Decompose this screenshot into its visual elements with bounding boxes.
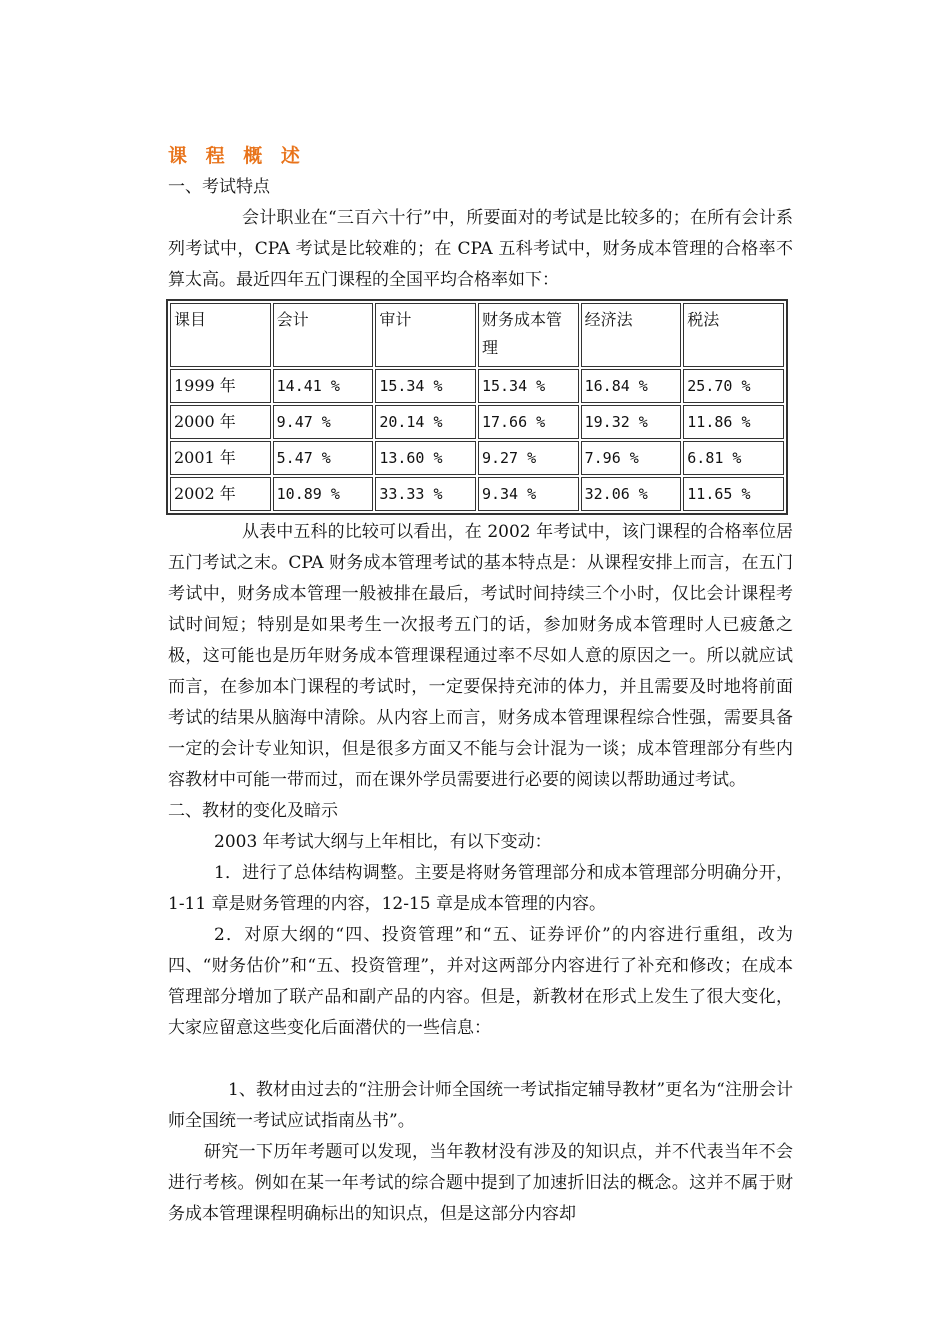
section-heading-textbook-changes: 二、教材的变化及暗示 (168, 801, 338, 821)
table-header-cell: 会计 (273, 303, 374, 367)
pass-rate-table (166, 299, 788, 515)
table-header-cell: 税法 (683, 303, 784, 367)
table-header-cell: 审计 (375, 303, 476, 367)
table-row (170, 405, 784, 439)
table-header-cell: 经济法 (581, 303, 682, 367)
table-rate-cell: 20.14 % (375, 405, 476, 439)
syllabus-lead: 2003 年考试大纲与上年相比，有以下变动： (214, 832, 552, 852)
paragraph-spacer (168, 1044, 793, 1075)
table-rate-cell: 9.27 % (478, 441, 579, 475)
table-rate-cell: 13.60 % (375, 441, 476, 475)
table-rate-cell: 9.47 % (273, 405, 374, 439)
table-rate-cell: 10.89 % (273, 477, 374, 511)
table-row (170, 369, 784, 403)
section-heading-exam-features: 一、考试特点 (168, 177, 270, 197)
change-item-1: 1．进行了总体结构调整。主要是将财务管理部分和成本管理部分明确分开，1-11 章是财务管理的内容，12-15 章是成本管理的内容。 (168, 863, 793, 914)
table-year-cell: 2001 年 (170, 441, 271, 475)
table-rate-cell: 15.34 % (478, 369, 579, 403)
table-rate-cell: 7.96 % (581, 441, 682, 475)
table-header-cell: 课目 (170, 303, 271, 367)
page-title: 课 程 概 述 (168, 145, 306, 167)
table-year-cell: 1999 年 (170, 369, 271, 403)
table-rate-cell: 9.34 % (478, 477, 579, 511)
table-rate-cell: 11.86 % (683, 405, 784, 439)
table-row (170, 441, 784, 475)
table-rate-cell: 25.70 % (683, 369, 784, 403)
table-rate-cell: 33.33 % (375, 477, 476, 511)
table-header-cell: 财务成本管理 (478, 303, 579, 367)
table-rate-cell: 17.66 % (478, 405, 579, 439)
research-paragraph: 研究一下历年考题可以发现，当年教材没有涉及的知识点，并不代表当年不会进行考核。例如在某一年考试的综合题中提到了加速折旧法的概念。这并不属于财务成本管理课程明确标出的知识点，但是这部分内容却 (168, 1142, 793, 1224)
table-rate-cell: 15.34 % (375, 369, 476, 403)
analysis-paragraph: 从表中五科的比较可以看出，在 2002 年考试中，该门课程的合格率位居五门考试之末。CPA 财务成本管理考试的基本特点是：从课程安排上而言，在五门考试中，财务成本管理一般被排在最后，考试时间持续三个小时，仅比会计课程考试时间短；特别是如果考生一次报考五门的话，参加财务成本管理时人已疲惫之极，这可能也是历年财务成本管理课程通过率不尽如人意的原因之一。所以就应试而言，在参加本门课程的考试时，一定要保持充沛的体力，并且需要及时地将前面考试的结果从脑海中清除。从内容上而言，财务成本管理课程综合性强，需要具备一定的会计专业知识，但是很多方面又不能与会计混为一谈；成本管理部分有些内容教材中可能一带而过，而在课外学员需要进行必要的阅读以帮助通过考试。 (168, 522, 793, 790)
document-page (168, 140, 793, 1230)
intro-paragraph: 会计职业在“三百六十行”中，所要面对的考试是比较多的；在所有会计系列考试中，CPA 考试是比较难的；在 CPA 五科考试中，财务成本管理的合格率不算太高。最近四年五门课程的全国平均合格率如下： (168, 208, 793, 290)
table-rate-cell: 32.06 % (581, 477, 682, 511)
table-rate-cell: 5.47 % (273, 441, 374, 475)
table-year-cell: 2000 年 (170, 405, 271, 439)
table-rate-cell: 11.65 % (683, 477, 784, 511)
table-row (170, 477, 784, 511)
table-header-row (170, 303, 784, 367)
textbook-rename-point: 1、教材由过去的“注册会计师全国统一考试指定辅导教材”更名为“注册会计师全国统一考试应试指南丛书”。 (168, 1080, 793, 1131)
table-rate-cell: 6.81 % (683, 441, 784, 475)
table-rate-cell: 16.84 % (581, 369, 682, 403)
table-rate-cell: 14.41 % (273, 369, 374, 403)
table-year-cell: 2002 年 (170, 477, 271, 511)
change-item-2: 2．对原大纲的“四、投资管理”和“五、证券评价”的内容进行重组，改为四、“财务估价”和“五、投资管理”，并对这两部分内容进行了补充和修改；在成本管理部分增加了联产品和副产品的内容。但是，新教材在形式上发生了很大变化，大家应留意这些变化后面潜伏的一些信息： (168, 925, 793, 1038)
table-rate-cell: 19.32 % (581, 405, 682, 439)
